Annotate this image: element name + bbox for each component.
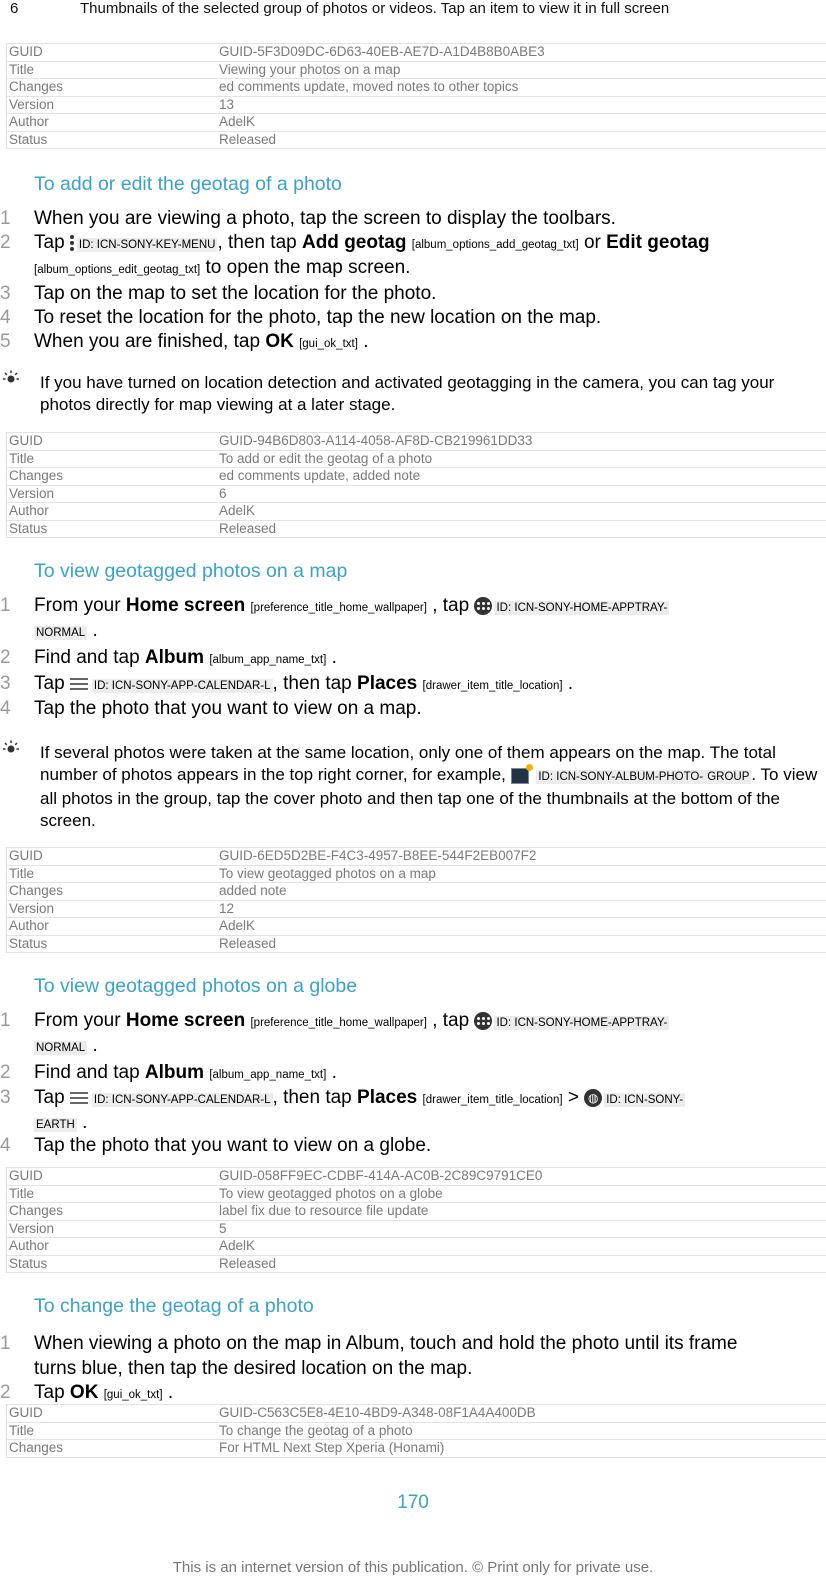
icon-id-label: ID: ICN-SONY-APP-CALENDAR-L bbox=[93, 680, 271, 692]
step-number: 4 bbox=[0, 698, 11, 719]
step-text: , tap bbox=[432, 595, 470, 616]
step-text: , then tap bbox=[272, 673, 352, 694]
label-changes: Changes bbox=[7, 79, 218, 97]
step-text: Tap bbox=[34, 1382, 65, 1403]
step-number: 2 bbox=[0, 1382, 11, 1403]
metadata-table-4 bbox=[6, 1167, 826, 1273]
resource-id: [album_options_edit_geotag_txt] bbox=[34, 264, 201, 276]
step-text: . bbox=[167, 1382, 174, 1403]
resource-id: [preference_title_home_wallpaper] bbox=[250, 602, 427, 614]
home-screen-label: Home screen bbox=[125, 1010, 246, 1031]
value-changes: added note bbox=[217, 883, 826, 901]
value-changes: For HTML Next Step Xperia (Honami) bbox=[217, 1440, 826, 1458]
step-text: . bbox=[331, 647, 337, 668]
value-changes: label fix due to resource file update bbox=[217, 1203, 826, 1221]
step-text: , tap bbox=[432, 1010, 470, 1031]
step-text: Tap bbox=[34, 1087, 65, 1108]
step-number: 5 bbox=[0, 331, 11, 352]
step-number: 2 bbox=[0, 232, 11, 253]
page-number: 170 bbox=[397, 1492, 429, 1513]
label-guid: GUID bbox=[7, 848, 218, 866]
value-title: To view geotagged photos on a globe bbox=[217, 1185, 826, 1203]
metadata-table-3 bbox=[6, 847, 826, 953]
step-text: Tap bbox=[34, 232, 65, 253]
step-text: When viewing a photo on the map in Album, touch and hold the photo until its frame turns blue, then tap the desired location on the map. bbox=[34, 1333, 738, 1379]
menu-icon bbox=[70, 1092, 88, 1104]
step-number: 4 bbox=[0, 307, 11, 328]
value-title: To change the geotag of a photo bbox=[217, 1422, 826, 1440]
ok-label: OK bbox=[265, 331, 294, 352]
value-version: 12 bbox=[217, 900, 826, 918]
step-text: From your bbox=[34, 595, 121, 616]
step-text: . bbox=[82, 1112, 88, 1133]
step-text: . bbox=[567, 673, 574, 694]
step-text: Find and tap bbox=[34, 647, 140, 668]
globe-icon: ◍ bbox=[584, 1089, 602, 1107]
value-status: Released bbox=[217, 1255, 826, 1273]
step-text: . bbox=[92, 620, 98, 641]
label-title: Title bbox=[7, 1185, 218, 1203]
thumbnails-row bbox=[10, 0, 669, 17]
label-changes: Changes bbox=[7, 1203, 218, 1221]
value-guid: GUID-94B6D803-A114-4058-AF8D-CB219961DD33 bbox=[217, 433, 826, 451]
value-status: Released bbox=[217, 935, 826, 953]
step-text: To reset the location for the photo, tap the new location on the map. bbox=[34, 307, 602, 328]
icon-id-label: ID: ICN-SONY-KEY-MENU bbox=[78, 239, 216, 251]
step-number: 4 bbox=[0, 1135, 11, 1156]
resource-id: [album_app_name_txt] bbox=[209, 1069, 327, 1081]
label-version: Version bbox=[7, 1220, 218, 1238]
value-version: 13 bbox=[217, 96, 826, 114]
label-status: Status bbox=[7, 131, 218, 149]
step-text: Tap the photo that you want to view on a map. bbox=[34, 698, 422, 719]
step-text: When you are viewing a photo, tap the screen to display the toolbars. bbox=[34, 208, 616, 229]
step-text: , then tap bbox=[272, 1087, 352, 1108]
label-title: Title bbox=[7, 1422, 218, 1440]
value-title: To view geotagged photos on a map bbox=[217, 865, 826, 883]
places-label: Places bbox=[357, 1087, 418, 1108]
value-version: 6 bbox=[217, 485, 826, 503]
step-text: > bbox=[567, 1087, 579, 1108]
tip-text: If you have turned on location detection and activated geotagging in the camera, you can tag your photos directly for map viewing at a later stage. bbox=[40, 373, 775, 414]
value-author: AdelK bbox=[217, 114, 826, 132]
label-status: Status bbox=[7, 520, 218, 538]
value-guid: GUID-5F3D09DC-6D63-40EB-AE7D-A1D4B8B0ABE3 bbox=[217, 44, 826, 62]
step-text: to open the map screen. bbox=[205, 257, 411, 278]
album-label: Album bbox=[144, 647, 205, 668]
step-number: 2 bbox=[0, 647, 11, 668]
label-version: Version bbox=[7, 96, 218, 114]
section-heading-view-on-map: To view geotagged photos on a map bbox=[34, 560, 348, 582]
label-changes: Changes bbox=[7, 468, 218, 486]
icon-id-label: NORMAL bbox=[36, 627, 86, 639]
places-label: Places bbox=[357, 673, 418, 694]
tip-text: If several photos were taken at the same location, only one of them appears on the map. The total number of photos appears in the top right corner, for example, bbox=[40, 743, 776, 784]
step-number: 1 bbox=[0, 1010, 11, 1031]
step-number: 2 bbox=[0, 1062, 11, 1083]
home-screen-label: Home screen bbox=[125, 595, 246, 616]
step-number: 3 bbox=[0, 673, 11, 694]
step-text: . bbox=[92, 1035, 98, 1056]
icon-id-label: ID: ICN-SONY-APP-CALENDAR-L bbox=[93, 1094, 271, 1106]
label-author: Author bbox=[7, 503, 218, 521]
tip-text: . To view all photos in the group, tap the cover photo and then tap one of the thumbnails at the bottom of the screen. bbox=[40, 765, 818, 830]
value-author: AdelK bbox=[217, 503, 826, 521]
label-author: Author bbox=[7, 1238, 218, 1256]
icon-id-label: ID: ICN-SONY-HOME-APPTRAY- bbox=[496, 1017, 668, 1029]
value-title: To add or edit the geotag of a photo bbox=[217, 450, 826, 468]
footer-notice: This is an internet version of this publication. © Print only for private use. bbox=[172, 1559, 654, 1576]
menu-icon bbox=[70, 678, 88, 690]
value-author: AdelK bbox=[217, 1238, 826, 1256]
label-changes: Changes bbox=[7, 883, 218, 901]
label-version: Version bbox=[7, 485, 218, 503]
step-text: Tap the photo that you want to view on a globe. bbox=[34, 1135, 432, 1156]
step-text: Tap bbox=[34, 673, 65, 694]
resource-id: [drawer_item_title_location] bbox=[422, 680, 563, 692]
step-number: 1 bbox=[0, 1333, 11, 1354]
label-guid: GUID bbox=[7, 1405, 218, 1423]
step-text: Find and tap bbox=[34, 1062, 140, 1083]
value-version: 5 bbox=[217, 1220, 826, 1238]
resource-id: [preference_title_home_wallpaper] bbox=[250, 1017, 427, 1029]
icon-id-label: NORMAL bbox=[36, 1042, 86, 1054]
value-changes: ed comments update, moved notes to other topics bbox=[217, 79, 826, 97]
step-number: 3 bbox=[0, 1087, 11, 1108]
label-version: Version bbox=[7, 900, 218, 918]
app-tray-icon bbox=[474, 1012, 492, 1030]
icon-id-label: ID: ICN-SONY-HOME-APPTRAY- bbox=[496, 602, 668, 614]
label-status: Status bbox=[7, 1255, 218, 1273]
step-number: 1 bbox=[0, 595, 11, 616]
icon-id-label: EARTH bbox=[36, 1119, 75, 1131]
value-changes: ed comments update, added note bbox=[217, 468, 826, 486]
value-author: AdelK bbox=[217, 918, 826, 936]
step-text: Tap on the map to set the location for the photo. bbox=[34, 283, 437, 304]
resource-id: [gui_ok_txt] bbox=[103, 1389, 163, 1401]
ok-label: OK bbox=[69, 1382, 99, 1403]
value-guid: GUID-C563C5E8-4E10-4BD9-A348-08F1A4A400DB bbox=[217, 1405, 826, 1423]
value-guid: GUID-058FF9EC-CDBF-414A-AC0B-2C89C9791CE0 bbox=[217, 1168, 826, 1186]
step-text: When you are finished, tap bbox=[34, 331, 261, 352]
resource-id: [album_options_add_geotag_txt] bbox=[411, 239, 579, 251]
section-heading-view-on-globe: To view geotagged photos on a globe bbox=[34, 975, 358, 997]
photo-group-icon bbox=[511, 768, 529, 784]
item-text: Thumbnails of the selected group of photos or videos. Tap an item to view it in full screen bbox=[80, 0, 670, 17]
label-guid: GUID bbox=[7, 433, 218, 451]
label-guid: GUID bbox=[7, 1168, 218, 1186]
step-number: 1 bbox=[0, 208, 11, 229]
resource-id: [gui_ok_txt] bbox=[299, 338, 358, 350]
section-heading-add-edit-geotag: To add or edit the geotag of a photo bbox=[34, 173, 342, 195]
lightbulb-icon bbox=[2, 740, 20, 758]
section-heading-change-geotag: To change the geotag of a photo bbox=[34, 1295, 314, 1317]
label-guid: GUID bbox=[7, 44, 218, 62]
metadata-table-1 bbox=[6, 43, 826, 149]
value-status: Released bbox=[217, 520, 826, 538]
step-number: 3 bbox=[0, 283, 11, 304]
label-author: Author bbox=[7, 918, 218, 936]
step-text: , then tap bbox=[217, 232, 297, 253]
album-label: Album bbox=[144, 1062, 205, 1083]
step-text: . bbox=[363, 331, 369, 352]
step-text: or bbox=[583, 232, 601, 253]
app-tray-icon bbox=[474, 597, 492, 615]
label-changes: Changes bbox=[7, 1440, 218, 1458]
icon-id-label: ID: ICN-SONY- bbox=[606, 1094, 684, 1106]
label-title: Title bbox=[7, 450, 218, 468]
label-title: Title bbox=[7, 61, 218, 79]
resource-id: [drawer_item_title_location] bbox=[422, 1094, 563, 1106]
value-title: Viewing your photos on a map bbox=[217, 61, 826, 79]
value-status: Released bbox=[217, 131, 826, 149]
lightbulb-icon bbox=[2, 370, 20, 388]
icon-id-label: ID: ICN-SONY-ALBUM-PHOTO- bbox=[538, 771, 704, 783]
metadata-table-5 bbox=[6, 1404, 826, 1458]
resource-id: [album_app_name_txt] bbox=[209, 654, 327, 666]
value-guid: GUID-6ED5D2BE-F4C3-4957-B8EE-544F2EB007F2 bbox=[217, 848, 826, 866]
item-number: 6 bbox=[10, 0, 19, 17]
label-status: Status bbox=[7, 935, 218, 953]
step-text: . bbox=[331, 1062, 337, 1083]
label-title: Title bbox=[7, 865, 218, 883]
step-text: From your bbox=[34, 1010, 121, 1031]
add-geotag-label: Add geotag bbox=[301, 232, 407, 253]
metadata-table-2 bbox=[6, 432, 826, 538]
icon-id-label: GROUP bbox=[707, 771, 750, 783]
menu-dots-icon bbox=[70, 234, 75, 252]
edit-geotag-label: Edit geotag bbox=[606, 232, 710, 253]
label-author: Author bbox=[7, 114, 218, 132]
